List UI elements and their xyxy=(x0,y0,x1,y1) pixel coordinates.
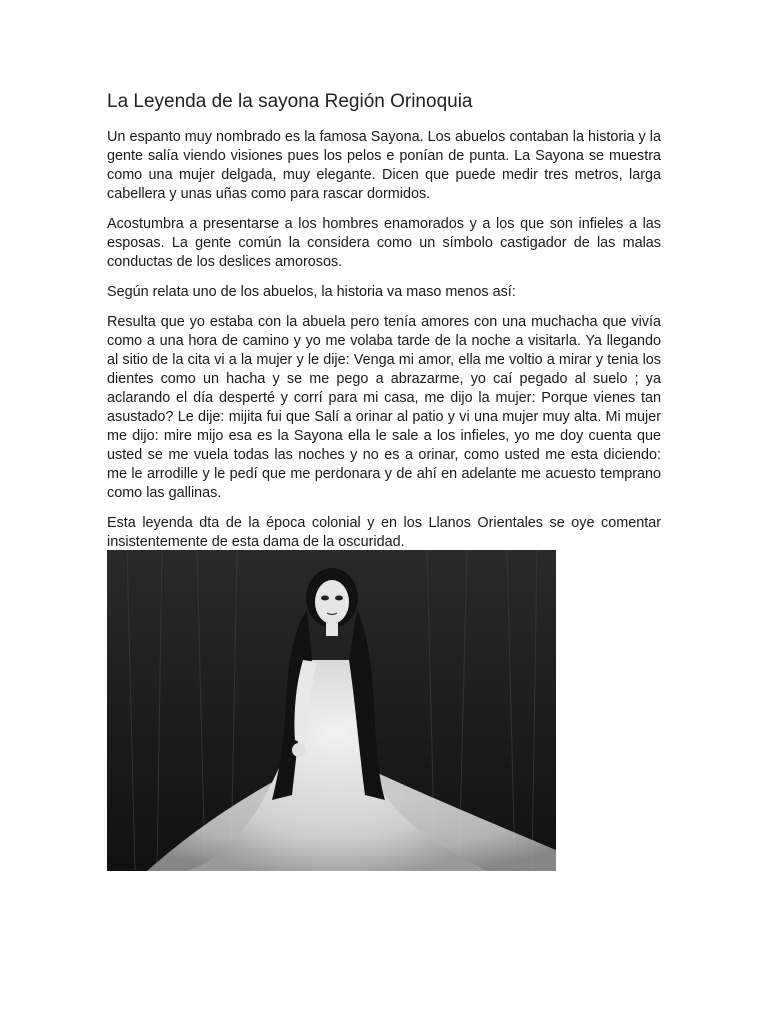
left-eye xyxy=(321,596,329,601)
paragraph-relato: Resulta que yo estaba con la abuela pero tenía amores con una muchacha que vivía como a una hora de camino y yo me volaba tarde de la noche a visitarla. Ya llegando al sitio de la cita vi a la mujer y le dije: Venga mi amor, ella me voltio a mirar y tenia los dientes como un hacha y se me pego a abrazarme, yo caí pegado al suelo ; ya aclarando el día desperté y corrí para mi casa, me dijo la mujer: Porque vienes tan asustado? Le dije: mijita fui que Salí a orinar al patio y vi una mujer muy alta. Mi mujer me dijo: mire mijo esa es la Sayona ella le sale a los infieles, yo me doy cuenta que usted se me vuela todas las noches y no es a orinar, como usted me esta diciendo: me le arrodille y le pedí que me perdonara y de ahí en adelante me acuesto temprano como las gallinas. xyxy=(107,314,661,501)
document-title: La Leyenda de la sayona Región Orinoquia xyxy=(107,91,473,112)
paragraph-relato-intro: Según relata uno de los abuelos, la historia va maso menos así: xyxy=(107,284,516,300)
document-body xyxy=(107,90,661,563)
sayona-illustration xyxy=(107,550,556,871)
sayona-drawing xyxy=(107,550,556,871)
left-hand xyxy=(292,743,306,757)
neck xyxy=(326,622,338,636)
paragraph-conclusion: Esta leyenda dta de la época colonial y en los Llanos Orientales se oye comentar insistentemente de esta dama de la oscuridad. xyxy=(107,515,661,550)
right-eye xyxy=(335,596,343,601)
paragraph-intro: Un espanto muy nombrado es la famosa Sayona. Los abuelos contaban la historia y la gente salía viendo visiones pues los pelos e ponían de punta. La Sayona se muestra como una mujer delgada, muy elegante. Dicen que puede medir tres metros, larga cabellera y unas uñas como para rascar dormidos. xyxy=(107,129,661,202)
face xyxy=(315,580,349,624)
paragraph-infieles: Acostumbra a presentarse a los hombres enamorados y a los que son infieles a las esposas. La gente común la considera como un símbolo castigador de las malas conductas de los deslices amorosos. xyxy=(107,216,661,270)
